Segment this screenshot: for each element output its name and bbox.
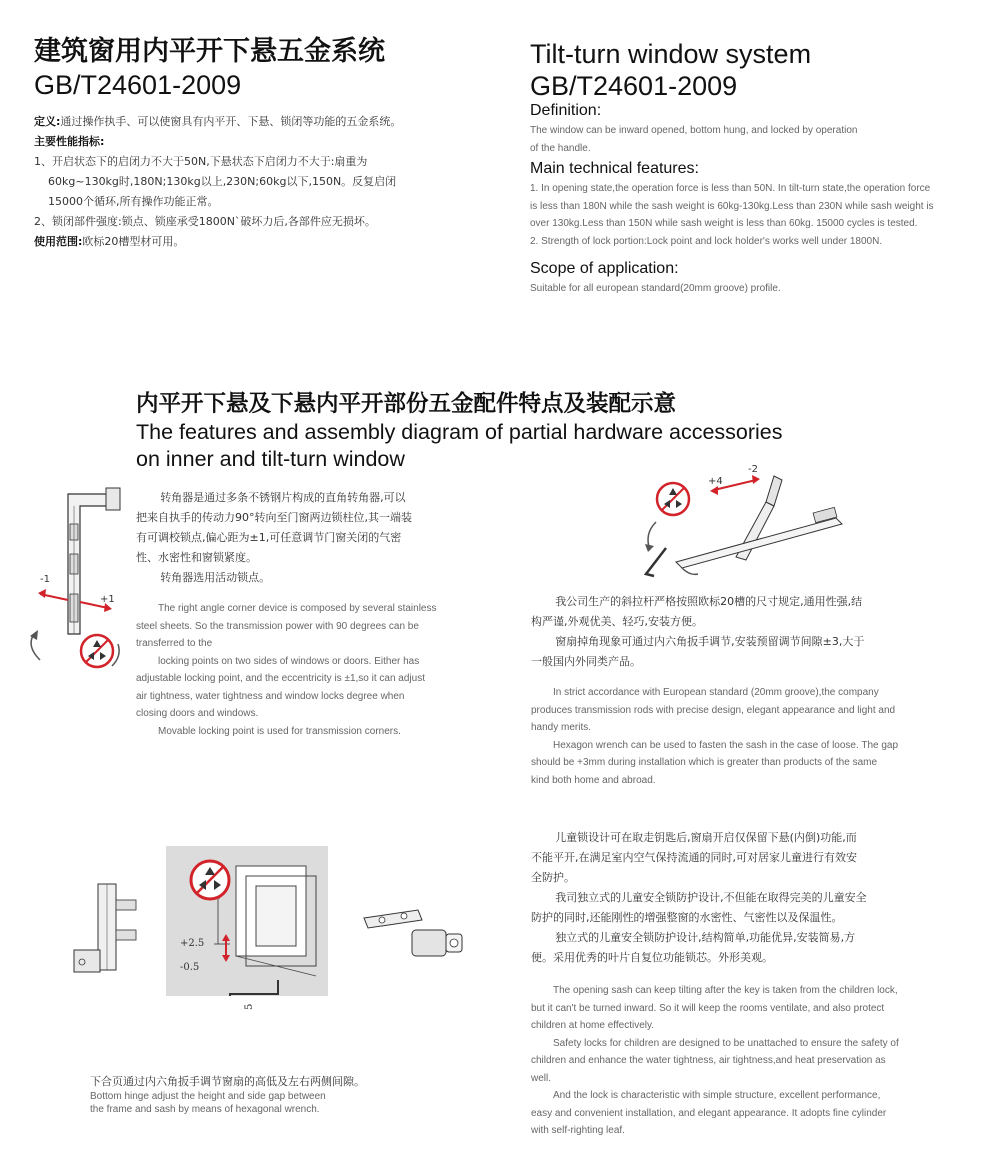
cn-scope-text: 欧标20槽型材可用。	[82, 235, 185, 248]
child-lock-text	[531, 828, 951, 1140]
hinge-caption	[90, 1074, 490, 1116]
corner-en-line1: The right angle corner device is composed by several stainless	[158, 603, 437, 614]
stay-en-line4: Hexagon wrench can be used to fasten the sash in the case of loose. The gap	[553, 739, 899, 751]
hinge-en-line2: the frame and sash by means of hexagonal wrench.	[90, 1104, 320, 1115]
child-en-line7: And the lock is characteristic with simple structure, excellent performance,	[553, 1090, 881, 1101]
child-en-line9: with self-righting leaf.	[531, 1125, 625, 1136]
corner-en-line7: closing doors and windows.	[136, 708, 259, 719]
section-title-en-line2: on inner and tilt-turn window	[136, 447, 405, 471]
stay-dim-plus: +4	[708, 476, 723, 487]
stay-text	[531, 592, 951, 789]
corner-cn-line3: 有可调校锁点,偏心距为±1,可任意调节门窗关闭的气密	[136, 531, 402, 544]
stay-en-line1: In strict accordance with European standard (20mm groove),the company	[553, 687, 879, 698]
child-cn-line1: 儿童锁设计可在取走钥匙后,窗扇开启仅保留下悬(内倒)功能,而	[555, 831, 857, 844]
corner-text	[136, 488, 476, 740]
section-title-en-line1: The features and assembly diagram of partial hardware accessories	[136, 420, 783, 444]
cn-title: 建筑窗用内平开下悬五金系统	[34, 36, 385, 67]
child-cn-line3: 全防护。	[531, 871, 575, 884]
en-header	[530, 38, 811, 102]
corner-cn-line2: 把来自执手的传动力90°转向至门窗两边锁柱位,其一端装	[136, 511, 412, 524]
cn-item2: 2、锁闭部件强度:锁点、锁座承受1800N`破坏力后,各部件应无损坏。	[34, 215, 376, 228]
child-cn-line2: 不能平开,在满足室内空气保持流通的同时,可对居家儿童进行有效安	[531, 851, 857, 864]
hinge-en-line1: Bottom hinge adjust the height and side gap between	[90, 1091, 326, 1102]
corner-cn-line1: 转角器是通过多条不锈钢片构成的直角转角器,可以	[160, 491, 406, 504]
section-title	[136, 389, 936, 473]
corner-en-line5: adjustable locking point, and the eccentricity is ±1,so it can adjust	[136, 673, 425, 684]
child-en-line1: The opening sash can keep tilting after the key is taken from the children lock,	[553, 985, 898, 996]
en-title: Tilt-turn window system	[530, 39, 812, 69]
stay-en-line2: produces transmission rods with precise design, elegant appearance and light and	[531, 704, 896, 716]
en-features-line3: over 130kg.Less than 150N while sash weight is less than 60kg. 15000 cycles is tested.	[530, 218, 918, 229]
stay-en-line5: should be +3mm during installation which is greater than products of the same	[531, 757, 878, 768]
cn-header	[34, 36, 385, 101]
en-standard-code: GB/T24601-2009	[530, 71, 738, 101]
stay-en-line6: kind both home and abroad.	[531, 774, 656, 786]
en-definition-line2: of the handle.	[530, 142, 591, 154]
en-spec-block	[530, 102, 980, 298]
cn-item1-line3: 15000个循环,所有操作功能正常。	[48, 195, 219, 208]
child-lock-prohibited-icon	[188, 858, 232, 902]
stay-cn-line2: 构严谨,外观优美、轻巧,安装方便。	[531, 615, 703, 628]
corner-en-line2: steel sheets. So the transmission power with 90 degrees can be	[136, 620, 419, 632]
en-features-line1: 1. In opening state,the operation force is less than 50N. In tilt-turn state,the operation force	[530, 183, 931, 194]
corner-cn-line5: 转角器选用活动锁点。	[160, 571, 271, 584]
en-features-heading: Main technical features:	[530, 160, 699, 177]
hinge-dim-down: -0.5	[180, 962, 200, 973]
corner-en-line6: air tightness, water tightness and window locks degree when	[136, 690, 405, 702]
corner-cn-line4: 性、水密性和窗锁紧度。	[136, 551, 257, 564]
cn-definition-text: 通过操作执手、可以使窗具有内平开、下悬、锁闭等功能的五金系统。	[60, 115, 402, 128]
cn-item1-line1: 1、开启状态下的启闭力不大于50N,下悬状态下启闭力不大于:扇重为	[34, 155, 368, 168]
section-title-cn: 内平开下悬及下悬内平开部份五金配件特点及装配示意	[136, 391, 677, 417]
corner-en-line3: transferred to the	[136, 638, 213, 649]
en-definition-heading: Definition:	[530, 102, 602, 119]
child-en-line6: well.	[531, 1072, 552, 1084]
en-scope-heading: Scope of application:	[530, 260, 679, 277]
child-en-line8: easy and convenient installation, and elegant appearance. It adopts fine cylinder	[531, 1107, 887, 1119]
corner-dim-minus: -1	[40, 574, 50, 585]
corner-en-line4: locking points on two sides of windows or doors. Either has	[158, 655, 420, 667]
stay-cn-line1: 我公司生产的斜拉杆严格按照欧标20槽的尺寸规定,通用性强,结	[555, 595, 863, 608]
hinge-dim-five: 5	[244, 1003, 255, 1010]
hinge-dim-up: +2.5	[180, 938, 205, 949]
bottom-hinge-drawing	[68, 880, 148, 980]
cn-item1-line2: 60kg~130kg时,180N;130kg以上,230N;60kg以下,150N。反复启闭	[48, 175, 397, 188]
stay-cn-line4: 一般国内外同类产品。	[531, 655, 641, 668]
child-en-line3: children at home effectively.	[531, 1020, 655, 1031]
child-en-line4: Safety locks for children are designed to be unattached to ensure the safety of	[553, 1037, 899, 1049]
cn-main-label: 主要性能指标:	[34, 135, 105, 148]
corner-dim-plus: +1	[100, 594, 115, 605]
child-lock-drawing	[358, 904, 478, 974]
en-features-line2: is less than 180N while the sash weight is 60kg-130kg.Less than 230N while sash weight is	[530, 200, 934, 212]
en-definition-line1: The window can be inward opened, bottom hung, and locked by operation	[530, 125, 858, 136]
cn-standard-code: GB/T24601-2009	[34, 70, 242, 100]
corner-en-line8: Movable locking point is used for transmission corners.	[158, 725, 401, 737]
tilt-turn-arrows-icon	[78, 632, 116, 670]
child-cn-line6: 独立式的儿童安全锁防护设计,结构简单,功能优异,安装简易,方	[555, 931, 856, 944]
child-cn-line4: 我司独立式的儿童安全锁防护设计,不但能在取得完美的儿童安全	[555, 891, 867, 904]
tilt-turn-arrows-icon	[654, 480, 692, 518]
en-scope-text: Suitable for all european standard(20mm groove) profile.	[530, 283, 781, 294]
child-cn-line7: 便。采用优秀的叶片自复位功能锁芯。外形美观。	[531, 951, 773, 964]
cn-scope-label: 使用范围:	[34, 235, 83, 248]
child-en-line2: but it can't be turned inward. So it will keep the rooms ventilate, and also protect	[531, 1002, 885, 1014]
child-cn-line5: 防护的同时,还能刚性的增强整窗的水密性、气密性以及保温性。	[531, 911, 843, 924]
stay-dim-minus: -2	[748, 464, 758, 475]
hinge-cn: 下合页通过内六角扳手调节窗扇的高低及左右两侧间隙。	[90, 1075, 365, 1088]
child-en-line5: children and enhance the water tightness, air tightness,and heat preservation as	[531, 1055, 886, 1066]
stay-en-line3: handy merits.	[531, 722, 592, 733]
en-features-line4: 2. Strength of lock portion:Lock point and lock holder's works well under 1800N.	[530, 235, 883, 247]
stay-cn-line3: 窗扇掉角现象可通过内六角扳手调节,安装预留调节间隙±3,大于	[555, 635, 865, 648]
cn-definition-label: 定义:	[34, 115, 61, 128]
cn-definition-block	[34, 112, 474, 252]
